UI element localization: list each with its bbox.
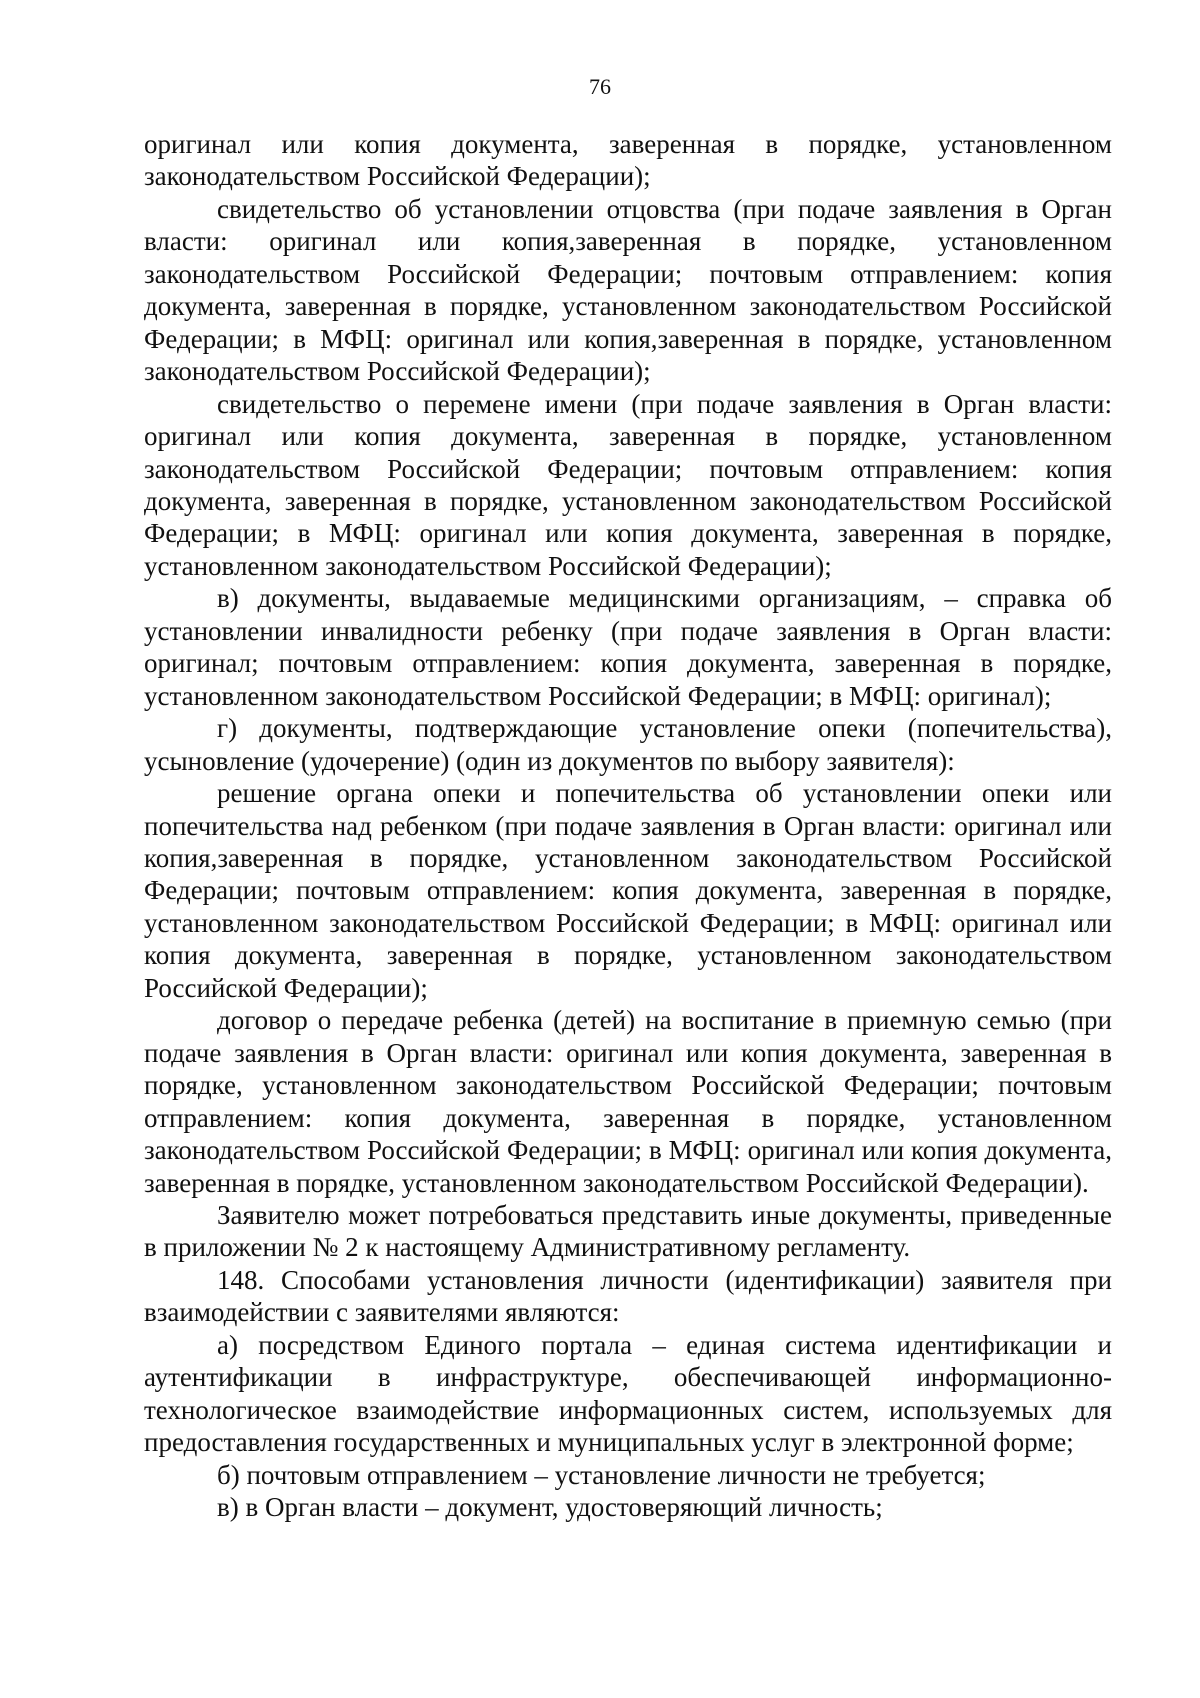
document-body bbox=[144, 128, 1112, 1523]
paragraph-item-v-authority: в) в Орган власти – документ, удостоверяющий личность; bbox=[217, 1492, 883, 1523]
page-number: 76 bbox=[589, 74, 611, 99]
paragraph-original-copy-continuation: оригинал или копия документа, заверенная в порядке, установленном законодательством Российской Федерации); bbox=[144, 129, 1112, 192]
paragraph-item-g-guardianship-documents: г) документы, подтверждающие установление опеки (попечительства), усыновление (удочерение) (один из документов по выбору заявителя): bbox=[144, 713, 1112, 776]
paragraph-name-change-certificate: свидетельство о перемене имени (при подаче заявления в Орган власти: оригинал или копия документа, заверенная в порядке, установленном законодательством Российской Федерации; почтовым отправлением: копия документа, заверенная в порядке, установленном законодательством Российской Федерации; в МФЦ: оригинал или копия документа, заверенная в порядке, установленном законодательством Российской Федерации); bbox=[144, 388, 1112, 581]
paragraph-item-b-postal: б) почтовым отправлением – установление личности не требуется; bbox=[217, 1459, 986, 1490]
paragraph-item-v-medical-documents: в) документы, выдаваемые медицинскими организациям, – справка об установлении инвалидности ребенку (при подаче заявления в Орган власти: оригинал; почтовым отправлением: копия документа, заверенная в порядке, установленном законодательством Российской Федерации; в МФЦ: оригинал); bbox=[144, 583, 1112, 711]
paragraph-item-a-unified-portal: а) посредством Единого портала – единая система идентификации и аутентификации в инфраструктуре, обеспечивающей информационно-технологическое взаимодействие информационных систем, используемых для предоставления государственных и муниципальных услуг в электронной форме; bbox=[144, 1329, 1112, 1458]
paragraph-paternity-certificate: свидетельство об установлении отцовства (при подаче заявления в Орган власти: оригинал или копия,заверенная в порядке, установленном законодательством Российской Федерации; почтовым отправлением: копия документа, заверенная в порядке, установленном законодательством Российской Федерации; в МФЦ: оригинал или копия,заверенная в порядке, установленном законодательством Российской Федерации); bbox=[144, 193, 1112, 387]
paragraph-other-documents-note: Заявителю может потребоваться представить иные документы, приведенные в приложении № 2 к настоящему Административному регламенту. bbox=[144, 1199, 1112, 1263]
paragraph-foster-family-agreement: договор о передаче ребенка (детей) на воспитание в приемную семью (при подаче заявления в Орган власти: оригинал или копия документа, заверенная в порядке, установленном законодательством Российской Федерации; почтовым отправлением: копия документа, заверенная в порядке, установленном законодательством Российской Федерации; в МФЦ: оригинал или копия документа, заверенная в порядке, установленном законодательством Российской Федерации). bbox=[144, 1005, 1112, 1198]
paragraph-clause-148: 148. Способами установления личности (идентификации) заявителя при взаимодействии с заявителями являются: bbox=[144, 1264, 1112, 1328]
paragraph-guardianship-decision: решение органа опеки и попечительства об установлении опеки или попечительства над ребенком (при подаче заявления в Орган власти: оригинал или копия,заверенная в порядке, установленном законодательством Российской Федерации; почтовым отправлением: копия документа, заверенная в порядке, установленном законодательством Российской Федерации; в МФЦ: оригинал или копия документа, заверенная в порядке, установленном законодательством Российской Федерации); bbox=[144, 778, 1112, 1003]
